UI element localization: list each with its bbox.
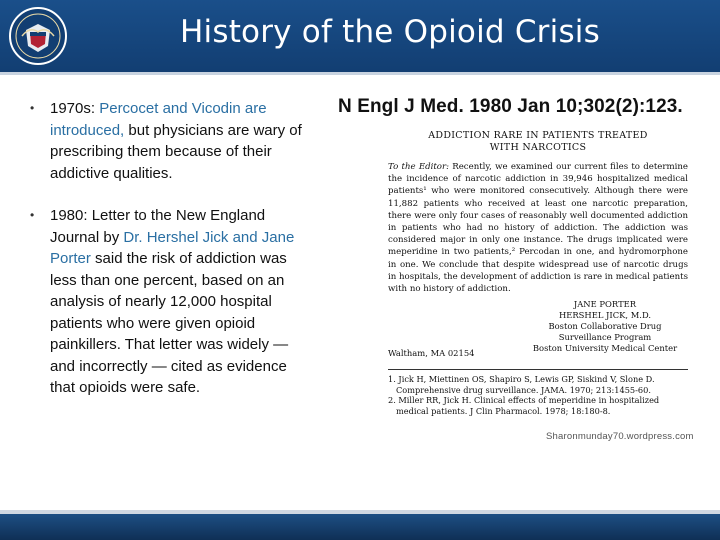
bullet-text: but physicians are wary of prescribing them because of their addictive qualities.: [50, 121, 302, 182]
letter-body: [388, 161, 688, 295]
letter-references: [388, 369, 688, 416]
signature-org: Surveillance Program: [558, 332, 652, 343]
signature-name: JANE PORTER: [573, 299, 637, 310]
bullet-list: [30, 98, 305, 420]
bullet-text: said the risk of addiction was less than one percent, based on an analysis of nearly 12,000 hospital patients who were given opioid painkillers. That letter was widely — and incorrectly — cited as evidence that opioids were safe.: [50, 250, 289, 396]
letter-salutation: To the Editor:: [388, 162, 449, 172]
signature-location: Waltham, MA 02154: [388, 347, 475, 358]
page-title: History of the Opioid Crisis: [180, 14, 600, 50]
letter-text: Recently, we examined our current files to determine the incidence of narcotic addiction in 39,946 hospitalized medical patients¹ who were monitored consecutively. Although there were 11,882 patients who received at least one narcotic preparation, there were only four cases of reasonably well documented addiction in patients who had no history of addiction. The addiction was considered major in only one instance. The drugs implicated were meperidine in two patients,² Percodan in one, and hydromorphone in one. We conclude that despite widespread use of narcotic drugs in hospitals, the development of addiction is rare in medical patients with no history of addiction.: [388, 162, 688, 295]
bullet-dot: •: [30, 208, 35, 222]
nejm-letter-figure: [338, 96, 710, 432]
reference-item: 2. Miller RR, Jick H. Clinical effects of meperidine in hospitalized medical patients. J Clin Pharmacol. 1978; 18:180-8.: [388, 395, 660, 416]
bullet-highlight: Dr. Hershel Jick and Jane Porter: [50, 228, 295, 267]
letter-heading-line: ADDICTION RARE IN PATIENTS TREATED: [428, 130, 648, 141]
letter-scan: [388, 130, 688, 416]
bullet-dot: •: [30, 101, 35, 115]
bullet-1980: [30, 205, 305, 399]
title-divider: [0, 72, 720, 75]
letter-signature: [388, 299, 688, 365]
image-credit: Sharonmunday70.wordpress.com: [546, 431, 694, 442]
reference-item: 1. Jick H, Miettinen OS, Shapiro S, Lewis GP, Siskind V, Slone D. Comprehensive drug surveillance. JAMA. 1970; 213:1455-60.: [388, 374, 655, 395]
signature-org: Boston Collaborative Drug: [548, 321, 662, 332]
bullet-lead: 1980: Letter to the New England Journal by: [50, 207, 266, 246]
bullet-highlight: Percocet and Vicodin are introduced,: [50, 100, 267, 139]
signature-block: [530, 299, 680, 354]
bullet-1970s: [30, 98, 305, 184]
footer-bar: [0, 514, 720, 540]
letter-heading: [388, 130, 688, 153]
signature-name: HERSHEL JICK, M.D.: [558, 310, 652, 321]
letter-heading-line: WITH NARCOTICS: [489, 141, 587, 153]
bullet-lead: 1970s:: [50, 100, 100, 117]
signature-org: Boston University Medical Center: [532, 343, 678, 354]
journal-citation: N Engl J Med. 1980 Jan 10;302(2):123.: [338, 96, 683, 117]
